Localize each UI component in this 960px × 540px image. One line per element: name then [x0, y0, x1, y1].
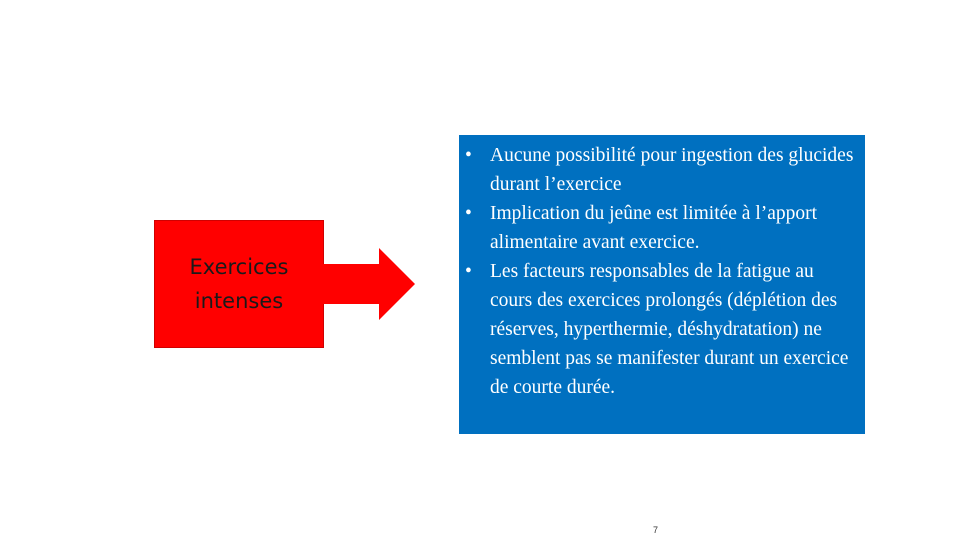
bullet-item-fatigue: [465, 257, 855, 402]
page-number: 7: [653, 525, 659, 535]
source-node: [154, 220, 324, 348]
target-node: [459, 135, 865, 434]
arrow-shape: [323, 248, 415, 320]
bullet-item-ingestion: [465, 141, 855, 199]
right-arrow-icon: [323, 248, 415, 320]
bullet-symbol: •: [465, 145, 472, 166]
bullet-symbol: •: [465, 261, 472, 282]
source-node-label: Exercices intenses: [189, 255, 289, 313]
bullet-symbol: •: [465, 203, 472, 224]
bullet-text: Aucune possibilité pour ingestion des glucides durant l’exercice: [490, 145, 854, 195]
bullet-text: Implication du jeûne est limitée à l’apport alimentaire avant exercice.: [490, 203, 818, 253]
bullet-text: Les facteurs responsables de la fatigue au cours des exercices prolongés (déplétion des réserves, hyperthermie, déshydratation) ne semblent pas se manifester durant un exercice de courte durée.: [490, 261, 849, 398]
bullet-list: [465, 141, 855, 402]
bullet-item-fasting: [465, 199, 855, 257]
